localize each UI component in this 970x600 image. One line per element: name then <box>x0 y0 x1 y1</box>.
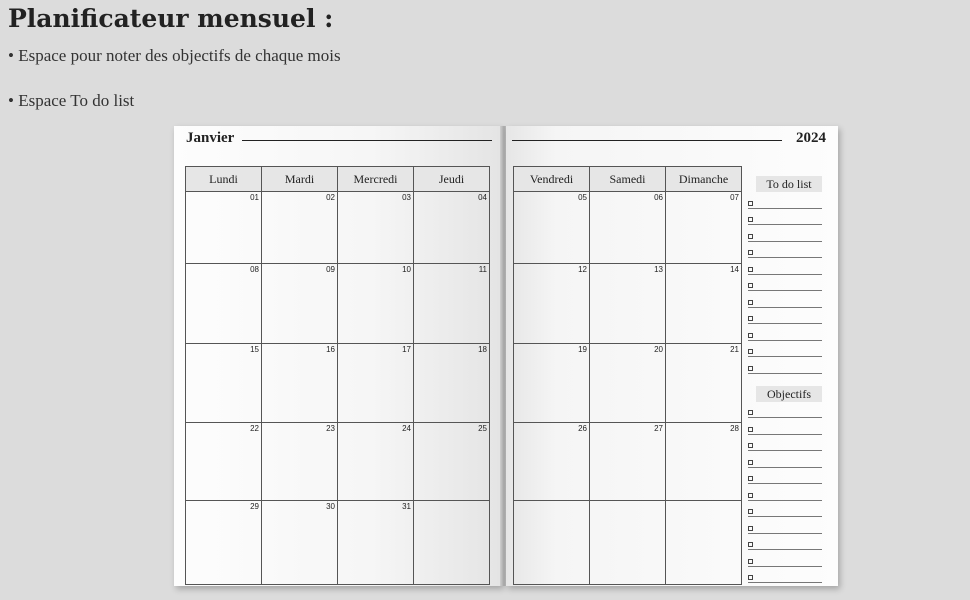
checkbox-icon[interactable] <box>748 526 753 531</box>
week-row <box>514 501 742 585</box>
day-cell[interactable]: 29 <box>186 501 262 585</box>
day-cell[interactable]: 20 <box>590 344 666 423</box>
checkbox-icon[interactable] <box>748 443 753 448</box>
bullet-objectives: • Espace pour noter des objectifs de chaque mois <box>8 46 341 65</box>
day-cell[interactable]: 03 <box>338 192 414 264</box>
day-cell[interactable]: 30 <box>262 501 338 585</box>
objective-item-line[interactable] <box>748 418 822 435</box>
day-cell[interactable]: 24 <box>338 423 414 501</box>
day-cell[interactable]: 13 <box>590 264 666 344</box>
header-rule-left <box>242 140 492 141</box>
day-cell[interactable] <box>514 501 590 585</box>
day-cell[interactable]: 08 <box>186 264 262 344</box>
day-cell[interactable]: 04 <box>414 192 490 264</box>
day-cell[interactable]: 31 <box>338 501 414 585</box>
week-row <box>186 501 490 585</box>
todo-item-line[interactable] <box>748 291 822 308</box>
day-cell[interactable]: 06 <box>590 192 666 264</box>
checkbox-icon[interactable] <box>748 250 753 255</box>
checkbox-icon[interactable] <box>748 201 753 206</box>
header-rule-right <box>512 140 782 141</box>
checkbox-icon[interactable] <box>748 509 753 514</box>
day-header: Mercredi <box>338 167 414 192</box>
day-cell[interactable]: 21 <box>666 344 742 423</box>
checkbox-icon[interactable] <box>748 493 753 498</box>
year-label: 2024 <box>796 130 826 146</box>
checkbox-icon[interactable] <box>748 366 753 371</box>
todo-list-title: To do list <box>756 176 822 192</box>
day-cell[interactable]: 05 <box>514 192 590 264</box>
checkbox-icon[interactable] <box>748 542 753 547</box>
day-cell[interactable]: 15 <box>186 344 262 423</box>
todo-item-line[interactable] <box>748 357 822 374</box>
todo-item-line[interactable] <box>748 258 822 275</box>
objective-item-line[interactable] <box>748 484 822 501</box>
day-header: Samedi <box>590 167 666 192</box>
todo-item-line[interactable] <box>748 341 822 358</box>
day-header: Vendredi <box>514 167 590 192</box>
checkbox-icon[interactable] <box>748 283 753 288</box>
day-cell[interactable]: 02 <box>262 192 338 264</box>
month-label: Janvier <box>186 130 235 146</box>
week-row <box>514 264 742 344</box>
checkbox-icon[interactable] <box>748 410 753 415</box>
week-row <box>186 423 490 501</box>
planner-book <box>174 126 838 586</box>
day-cell[interactable] <box>414 501 490 585</box>
checkbox-icon[interactable] <box>748 427 753 432</box>
checkbox-icon[interactable] <box>748 316 753 321</box>
day-cell[interactable]: 14 <box>666 264 742 344</box>
day-cell[interactable]: 26 <box>514 423 590 501</box>
todo-item-line[interactable] <box>748 275 822 292</box>
day-cell[interactable]: 18 <box>414 344 490 423</box>
right-page <box>506 126 838 586</box>
checkbox-icon[interactable] <box>748 476 753 481</box>
objective-item-line[interactable] <box>748 550 822 567</box>
week-row <box>514 344 742 423</box>
day-cell[interactable]: 11 <box>414 264 490 344</box>
bullet-todo: • Espace To do list <box>8 91 135 110</box>
sidebar-lists <box>748 176 828 583</box>
day-cell[interactable] <box>666 501 742 585</box>
objectives-list <box>748 402 828 584</box>
week-row <box>186 344 490 423</box>
day-cell[interactable]: 22 <box>186 423 262 501</box>
objective-item-line[interactable] <box>748 402 822 419</box>
objective-item-line[interactable] <box>748 435 822 452</box>
day-cell[interactable]: 28 <box>666 423 742 501</box>
left-page <box>174 126 502 586</box>
day-cell[interactable]: 07 <box>666 192 742 264</box>
day-cell[interactable]: 10 <box>338 264 414 344</box>
day-cell[interactable]: 17 <box>338 344 414 423</box>
day-header: Jeudi <box>414 167 490 192</box>
day-header: Dimanche <box>666 167 742 192</box>
day-header: Mardi <box>262 167 338 192</box>
calendar-left <box>185 166 490 585</box>
day-cell[interactable]: 19 <box>514 344 590 423</box>
checkbox-icon[interactable] <box>748 267 753 272</box>
checkbox-icon[interactable] <box>748 333 753 338</box>
day-cell[interactable]: 25 <box>414 423 490 501</box>
checkbox-icon[interactable] <box>748 559 753 564</box>
objective-item-line[interactable] <box>748 451 822 468</box>
todo-item-line[interactable] <box>748 209 822 226</box>
checkbox-icon[interactable] <box>748 217 753 222</box>
page-title: Planificateur mensuel : <box>8 4 334 33</box>
todo-item-line[interactable] <box>748 192 822 209</box>
calendar-right <box>513 166 742 585</box>
checkbox-icon[interactable] <box>748 234 753 239</box>
day-cell[interactable]: 27 <box>590 423 666 501</box>
day-header: Lundi <box>186 167 262 192</box>
todo-item-line[interactable] <box>748 225 822 242</box>
week-row <box>514 423 742 501</box>
objective-item-line[interactable] <box>748 567 822 584</box>
todo-item-line[interactable] <box>748 324 822 341</box>
checkbox-icon[interactable] <box>748 300 753 305</box>
week-row <box>186 264 490 344</box>
objective-item-line[interactable] <box>748 501 822 518</box>
todo-item-line[interactable] <box>748 242 822 259</box>
week-row <box>514 192 742 264</box>
week-row <box>186 192 490 264</box>
day-cell[interactable] <box>590 501 666 585</box>
day-cell[interactable]: 09 <box>262 264 338 344</box>
objective-item-line[interactable] <box>748 534 822 551</box>
objective-item-line[interactable] <box>748 468 822 485</box>
day-cell[interactable]: 12 <box>514 264 590 344</box>
objectives-title: Objectifs <box>756 386 822 402</box>
day-cell[interactable]: 01 <box>186 192 262 264</box>
todo-item-line[interactable] <box>748 308 822 325</box>
todo-list <box>748 192 828 374</box>
checkbox-icon[interactable] <box>748 575 753 580</box>
day-cell[interactable]: 23 <box>262 423 338 501</box>
day-cell[interactable]: 16 <box>262 344 338 423</box>
objective-item-line[interactable] <box>748 517 822 534</box>
checkbox-icon[interactable] <box>748 349 753 354</box>
checkbox-icon[interactable] <box>748 460 753 465</box>
